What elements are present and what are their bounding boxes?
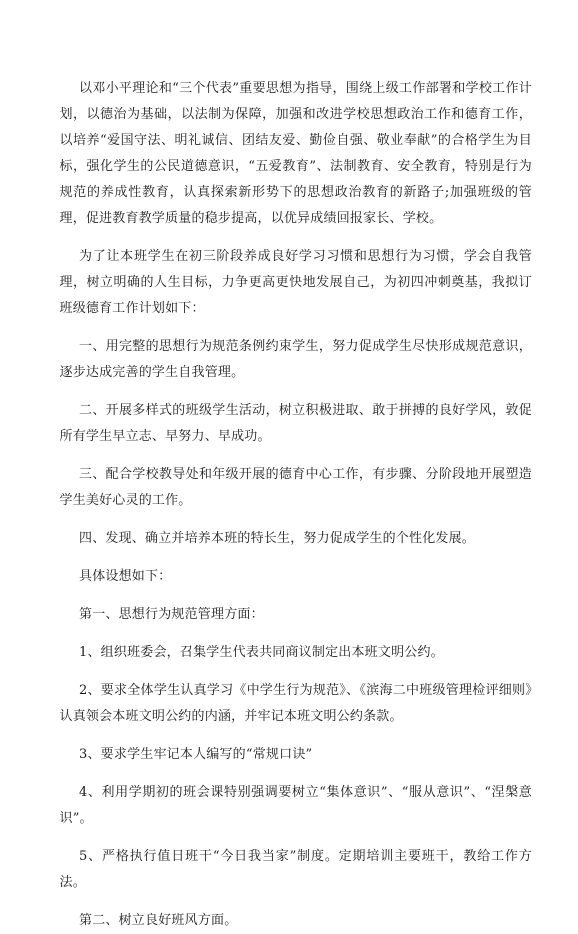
paragraph-guiding-principles: 以邓小平理论和“三个代表”重要思想为指导，围绕上级工作部署和学校工作计划，以德治为基础，以法制为保障，加强和改进学校思想政治工作和德育工作，以培养“爱国守法、明礼诚信、团结友爱、勤俭自强、敬业奉献”的合格学生为目标，强化学生的公民道德意识，“五爱教育”、法制教育、安全教育，特别是行为规范的养成性教育，认真探索新形势下的思想政治教育的新路子;加强班级的管理，促进教育教学质量的稳步提高，以优异成绩回报家长、学校。 [59,81,532,226]
list-item-4: 4、利用学期初的班会课特别强调要树立“集体意识”、“服从意识”、“涅槃意识”。 [59,785,532,826]
paragraph-item-three: 三、配合学校教导处和年级开展的德育中心工作，有步骤、分阶段地开展塑造学生美好心灵的工作。 [59,467,532,508]
paragraph-gap [66,322,532,334]
paragraph-gap [66,232,532,244]
paragraph-plan-intro: 为了让本班学生在初三阶段养成良好学习习惯和思想行为习惯，学会自我管理，树立明确的人生目标，力争更高更快地发展自己，为初四冲刺奠基，我拟订班级德育工作计划如下： [59,249,532,316]
paragraph-gap [66,386,532,398]
paragraph-gap [66,768,532,780]
paragraph-gap [66,730,532,742]
paragraph-item-four: 四、发现、确立并培养本班的特长生，努力促成学生的个性化发展。 [79,531,476,546]
paragraph-details-heading: 具体设想如下： [79,569,172,584]
paragraph-gap [66,628,532,640]
list-item-1: 1、组织班委会，召集学生代表共同商议制定出本班文明公约。 [79,645,444,660]
paragraph-gap [66,552,532,564]
list-item-5: 5、严格执行值日班干“今日我当家”制度。定期培训主要班干，教给工作方法。 [59,849,532,890]
section-heading-behavior: 第一、思想行为规范管理方面： [79,607,264,622]
list-item-2: 2、要求全体学生认真学习《中学生行为规范》、《滨海二中班级管理检评细则》认真领会本班文明公约的内涵，并牢记本班文明公约条款。 [59,683,532,724]
section-heading-class-style: 第二、树立良好班风方面。 [79,913,238,928]
paragraph-gap [66,832,532,844]
list-item-3: 3、要求学生牢记本人编写的“常规口诀” [79,747,313,762]
paragraph-gap [66,666,532,678]
paragraph-item-two: 二、开展多样式的班级学生活动，树立积极进取、敢于拼搏的良好学风，敦促所有学生早立志、早努力、早成功。 [59,403,532,444]
paragraph-gap [66,450,532,462]
paragraph-item-one: 一、用完整的思想行为规范条例约束学生，努力促成学生尽快形成规范意识，逐步达成完善的学生自我管理。 [59,339,532,380]
paragraph-gap [66,514,532,526]
document-page [59,76,532,934]
paragraph-gap [66,896,532,908]
paragraph-gap [66,590,532,602]
